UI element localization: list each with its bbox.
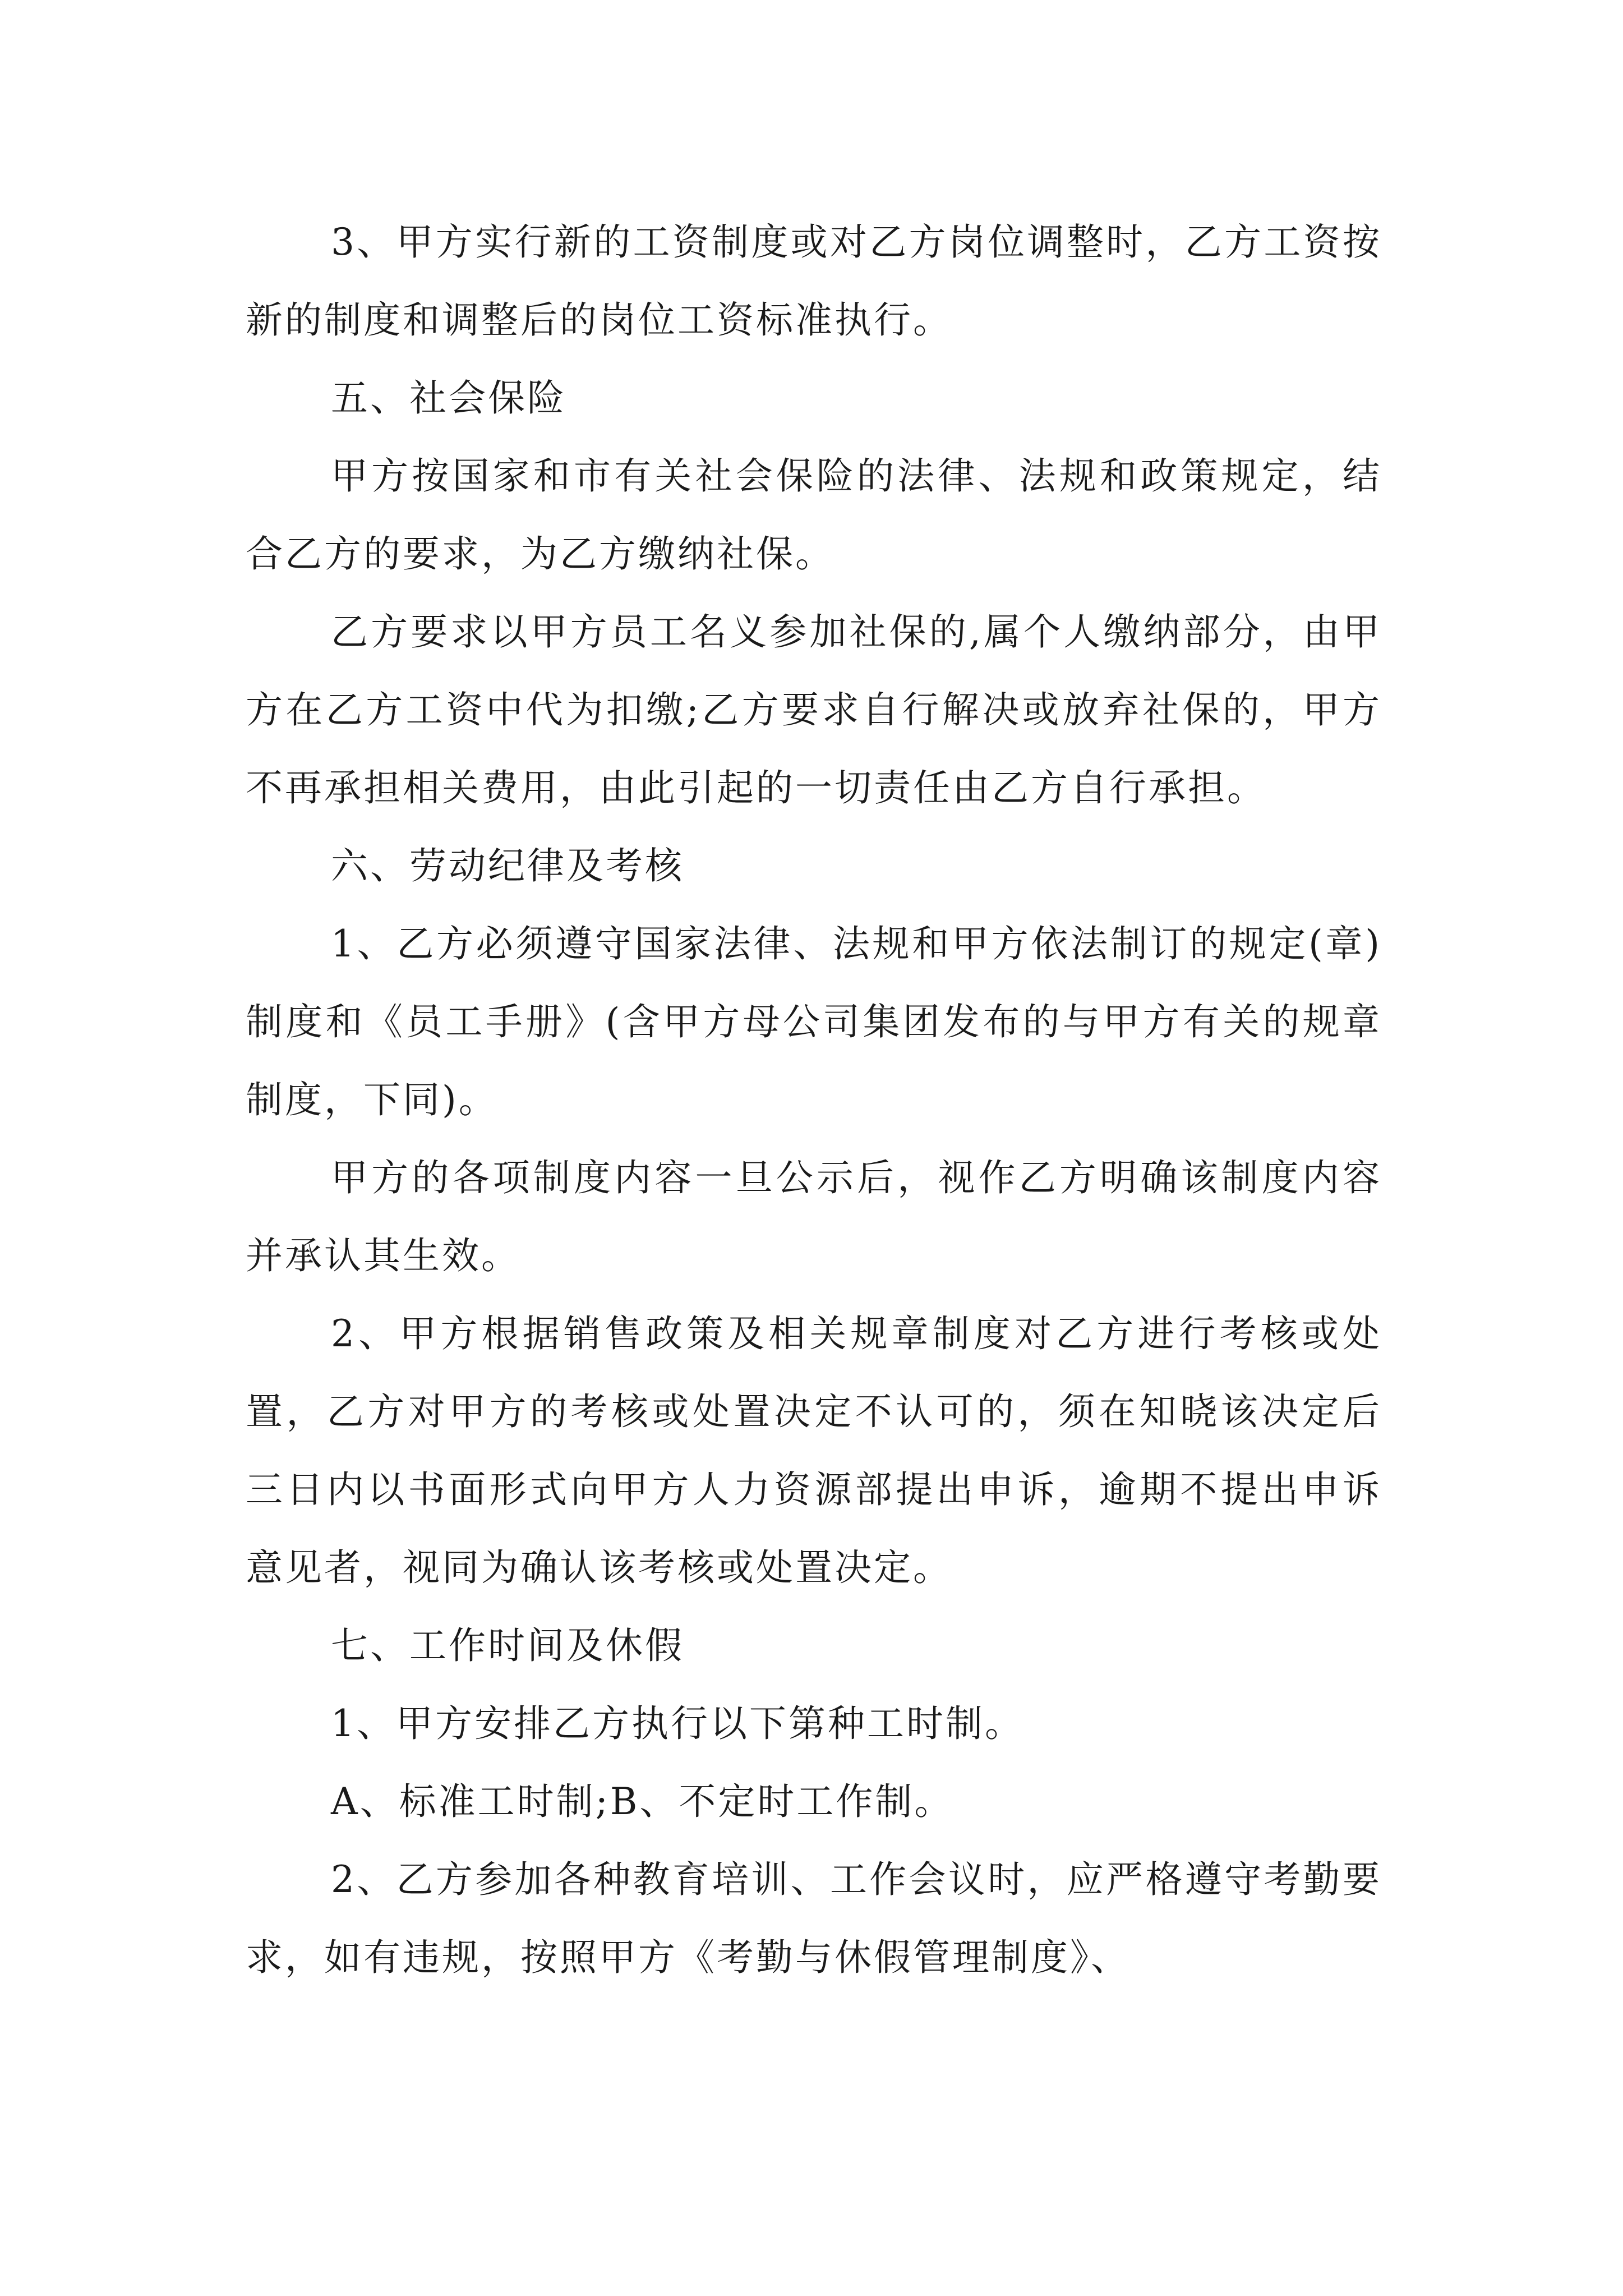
section-heading-labor-discipline: 六、劳动纪律及考核 bbox=[331, 844, 684, 887]
section-heading-working-hours: 七、工作时间及休假 bbox=[331, 1624, 684, 1667]
paragraph-rules-effective: 甲方的各项制度内容一旦公示后，视作乙方明确该制度内容并承认其生效。 bbox=[246, 1156, 1382, 1277]
paragraph-salary-adjustment: 3、甲方实行新的工资制度或对乙方岗位调整时，乙方工资按新的制度和调整后的岗位工资标准执行。 bbox=[246, 220, 1382, 342]
paragraph-compliance-rules: 1、乙方必须遵守国家法律、法规和甲方依法制订的规定(章)制度和《员工手册》(含甲方母公司集团发布的与甲方有关的规章制度，下同)。 bbox=[246, 922, 1382, 1121]
paragraph-training-attendance: 2、乙方参加各种教育培训、工作会议时，应严格遵守考勤要求，如有违规，按照甲方《考勤与休假管理制度》、 bbox=[246, 1858, 1382, 1979]
paragraph-social-insurance-payment: 甲方按国家和市有关社会保险的法律、法规和政策规定，结合乙方的要求，为乙方缴纳社保。 bbox=[246, 454, 1382, 576]
section-heading-social-insurance: 五、社会保险 bbox=[331, 376, 566, 420]
paragraph-work-hour-options: A、标准工时制;B、不定时工作制。 bbox=[331, 1780, 954, 1823]
paragraph-social-insurance-deduction: 乙方要求以甲方员工名义参加社保的,属个人缴纳部分，由甲方在乙方工资中代为扣缴;乙方要求自行解决或放弃社保的，甲方不再承担相关费用，由此引起的一切责任由乙方自行承担。 bbox=[246, 610, 1382, 809]
document-body bbox=[246, 203, 1382, 1996]
paragraph-work-hour-system: 1、甲方安排乙方执行以下第种工时制。 bbox=[331, 1702, 1024, 1745]
paragraph-assessment-appeal: 2、甲方根据销售政策及相关规章制度对乙方进行考核或处置，乙方对甲方的考核或处置决定不认可的，须在知晓该决定后三日内以书面形式向甲方人力资源部提出申诉，逾期不提出申诉意见者，视同为确认该考核或处置决定。 bbox=[246, 1312, 1382, 1589]
